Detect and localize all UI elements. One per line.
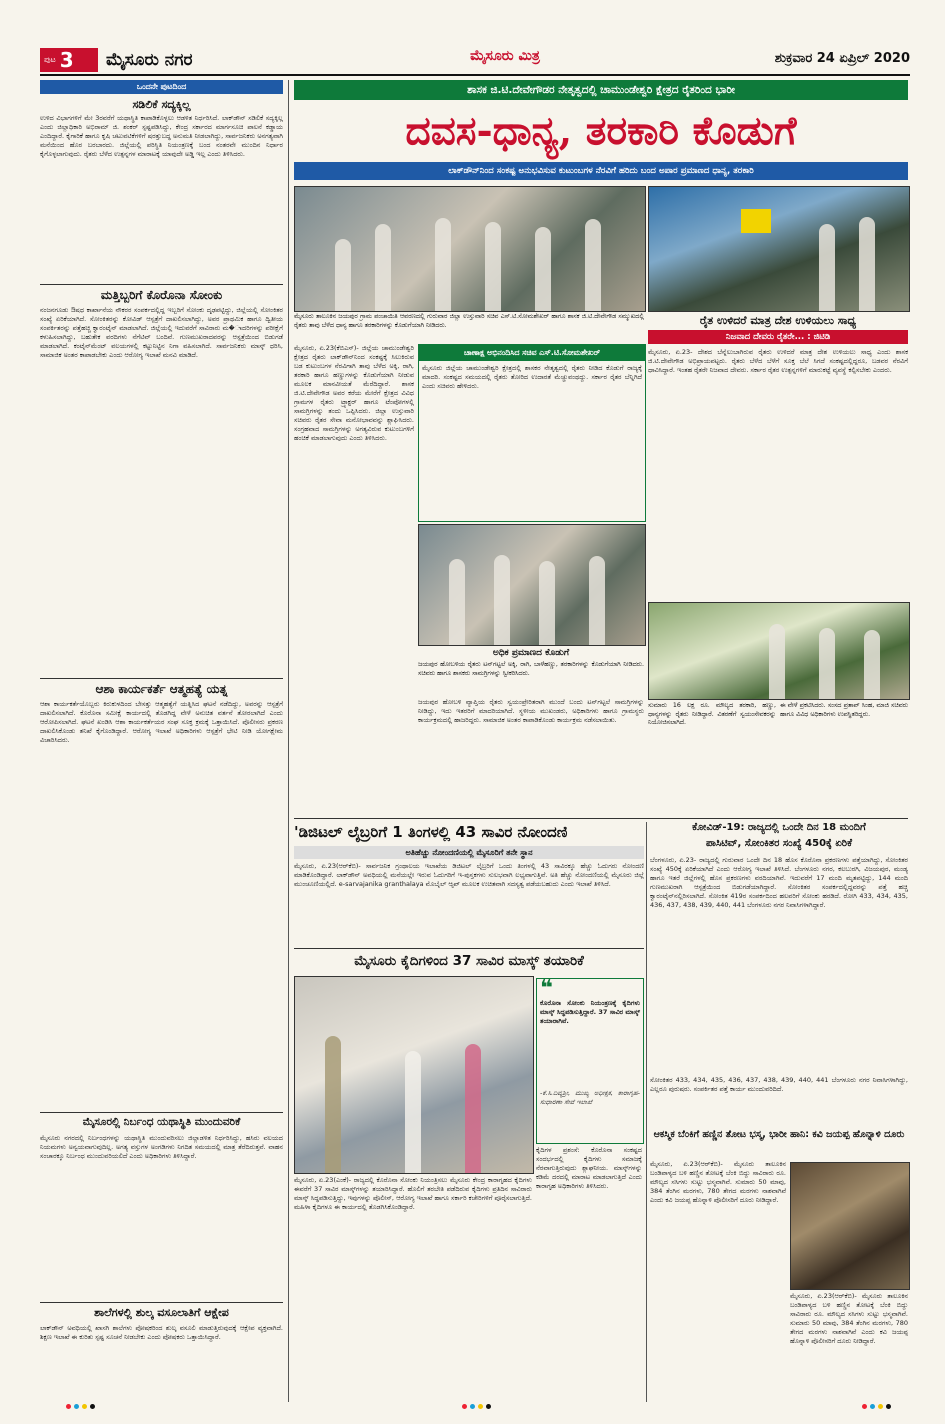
photo-figure xyxy=(449,559,465,645)
vegetable-caption: ಸುಮಾರು 16 ಲಕ್ಷ ರೂ. ಮೌಲ್ಯದ ತರಕಾರಿ, ಹಣ್ಣು, ಧಾನ್ಯಗಳನ್ನು ರೈತರು ನೀಡಿದ್ದಾರೆ. ವಿತರಣೆಗೆ ಸ್ವಯಂಸೇವಕರನ್ನು ನಿಯೋಜಿಸಲಾಗಿದೆ. xyxy=(648,702,776,726)
covid-body: ಬೆಂಗಳೂರು, ಏ.23- ರಾಜ್ಯದಲ್ಲಿ ಗುರುವಾರ ಒಂದೇ ದಿನ 18 ಹೊಸ ಕೊರೊನಾ ಪ್ರಕರಣಗಳು ಪತ್ತೆಯಾಗಿದ್ದು, ಸೋಂಕಿತರ ಸಂಖ್ಯೆ 450ಕ್ಕೆ ಏರಿಕೆಯಾಗಿದೆ ಎಂದು ಆರೋಗ್ಯ ಇಲಾಖೆ ತಿಳಿಸಿದೆ. ಬೆಂಗಳೂರು ನಗರ, ಕಲಬುರಗಿ, ವಿಜಯಪುರ, ಮಂಡ್ಯ ಹಾಗೂ ಇತರೆ ಜಿಲ್ಲೆಗಳಲ್ಲಿ ಹೊಸ ಪ್ರಕರಣಗಳು ವರದಿಯಾಗಿವೆ. ಇದುವರೆಗೆ 17 ಮಂದಿ ಮೃತಪಟ್ಟಿದ್ದು, 144 ಮಂದಿ ಗುಣಮುಖರಾಗಿ ಆಸ್ಪತ್ರೆಯಿಂದ ಬಿಡುಗಡೆಯಾಗಿದ್ದಾರೆ. ಸೋಂಕಿತರ ಸಂಪರ್ಕದಲ್ಲಿದ್ದವರನ್ನು ಪತ್ತೆ ಹಚ್ಚಿ ಕ್ವಾರಂಟೈನ್‌ನಲ್ಲಿರಿಸಲಾಗಿದೆ. ಸೋಂಕಿತ 419ರ ಸಂಪರ್ಕದಿಂದ ಹಲವರಿಗೆ ಸೋಂಕು ಹರಡಿದೆ. ರೋಗಿ 433, 434, 435, 436, 437, 438, 439, 440, 441 ಬೆಂಗಳೂರು ನಗರ ನಿವಾಸಿಗಳಾಗಿದ್ದಾರೆ. xyxy=(650,856,908,909)
truck-sign xyxy=(741,209,771,233)
digital-headline: 'ಡಿಜಿಟಲ್ ಲೈಬ್ರರಿಗೆ 1 ತಿಂಗಳಲ್ಲಿ 43 ಸಾವಿರ ನೋಂದಣಿ xyxy=(294,823,568,841)
photo-figure xyxy=(485,222,501,311)
photo-figure xyxy=(375,224,391,311)
color-dot xyxy=(870,1404,875,1409)
photo-figure xyxy=(465,1044,481,1173)
photo-figure xyxy=(335,239,351,311)
color-dot xyxy=(90,1404,95,1409)
fire-body: ಮೈಸೂರು, ಏ.23(ಆರ್‌ಕೆಬಿ)- ಮೈಸೂರು ತಾಲೂಕಿನ ಬಂಡಿಪಾಳ್ಯದ ಬಳಿ ಹಣ್ಣಿನ ತೋಟಕ್ಕೆ ಬೆಂಕಿ ಬಿದ್ದು ಸಾವಿರಾರು ರೂ. ಮೌಲ್ಯದ ಸಸಿಗಳು ಸುಟ್ಟು ಭಸ್ಮವಾಗಿವೆ. ಸುಮಾರು 50 ಮಾವು, 384 ತೆಂಗಿನ ಮರಗಳು, 780 ತೇಗದ ಮರಗಳು ನಾಶವಾಗಿವೆ ಎಂದು ಕವಿ ಜಯಪ್ಪ ಹೊನ್ನಾಳಿ ಪೊಲೀಸರಿಗೆ ದೂರು ನೀಡಿದ್ದಾರೆ. xyxy=(650,1160,786,1204)
lead-kicker: ಶಾಸಕ ಜಿ.ಟಿ.ದೇವೇಗೌಡರ ನೇತೃತ್ವದಲ್ಲಿ ಚಾಮುಂಡೇಶ್ವರಿ ಕ್ಷೇತ್ರದ ರೈತರಿಂದ ಭಾರೀ xyxy=(294,80,908,100)
photo-figure xyxy=(325,1036,341,1173)
quote-box-body: ಮೈಸೂರು ಜಿಲ್ಲೆಯ ಚಾಮುಂಡೇಶ್ವರಿ ಕ್ಷೇತ್ರದಲ್ಲಿ ಶಾಸಕರ ನೇತೃತ್ವದಲ್ಲಿ ರೈತರು ನೀಡಿದ ಕೊಡುಗೆ ರಾಜ್ಯಕ್ಕೆ ಮಾದರಿ. ಸಂಕಷ್ಟದ ಸಮಯದಲ್ಲಿ ರೈತರು ತೋರಿದ ಉದಾರತೆ ಮೆಚ್ಚುವಂಥದ್ದು. ಸರ್ಕಾರ ರೈತರ ಬೆನ್ನಿಗಿದೆ ಎಂದು ಸಚಿವರು ಹೇಳಿದರು. xyxy=(422,364,642,390)
color-dot xyxy=(478,1404,483,1409)
color-dot xyxy=(74,1404,79,1409)
covid-headline-1: ಕೋವಿಡ್-19: ರಾಜ್ಯದಲ್ಲಿ ಒಂದೇ ದಿನ 18 ಮಂದಿಗೆ xyxy=(692,822,866,833)
lead-body-3: ಜಯಪುರ ಹೋಬಳಿ ವ್ಯಾಪ್ತಿಯ ರೈತರು ಸ್ವಯಂಪ್ರೇರಿತರಾಗಿ ಮುಂದೆ ಬಂದು ಟನ್‌ಗಟ್ಟಲೆ ಸಾಮಗ್ರಿಗಳನ್ನು ನೀಡಿದ್ದು, ಇದು ಇತರರಿಗೆ ಮಾದರಿಯಾಗಿದೆ. ಸ್ಥಳೀಯ ಮುಖಂಡರು, ಅಧಿಕಾರಿಗಳು ಹಾಗೂ ಗ್ರಾಮಸ್ಥರು ಕಾರ್ಯಕ್ರಮದಲ್ಲಿ ಹಾಜರಿದ್ದರು. ಸಾಮಾಜಿಕ ಅಂತರ ಕಾಪಾಡಿಕೊಂಡು ಕಾರ್ಯಕ್ರಮ ನಡೆಸಲಾಯಿತು. xyxy=(418,698,644,724)
photo-figure xyxy=(769,624,785,699)
page-number-badge xyxy=(40,48,98,72)
side-headline: ರೈತ ಉಳಿದರೆ ಮಾತ್ರ ದೇಶ ಉಳಿಯಲು ಸಾಧ್ಯ xyxy=(699,314,857,327)
lead-photo xyxy=(294,186,646,312)
photo-figure xyxy=(494,555,510,645)
divider xyxy=(40,678,283,679)
mid-photo-headline: ಅಧಿಕ ಪ್ರಮಾಣದ ಕೊಡುಗೆ xyxy=(492,648,570,658)
digital-body: ಮೈಸೂರು, ಏ.23(ಆರ್‌ಕೆಬಿ)- ಸಾರ್ವಜನಿಕ ಗ್ರಂಥಾಲಯ ಇಲಾಖೆಯ ಡಿಜಿಟಲ್ ಲೈಬ್ರರಿಗೆ ಒಂದು ತಿಂಗಳಲ್ಲಿ 43 ಸಾವಿರಕ್ಕೂ ಹೆಚ್ಚು ಓದುಗರು ನೋಂದಣಿ ಮಾಡಿಕೊಂಡಿದ್ದಾರೆ. ಲಾಕ್‌ಡೌನ್ ಅವಧಿಯಲ್ಲಿ ಮನೆಯಲ್ಲೇ ಇರುವ ಓದುಗರಿಗೆ ಇ-ಪುಸ್ತಕಗಳು ಸುಲಭವಾಗಿ ಲಭ್ಯವಾಗುತ್ತಿವೆ. ಅತಿ ಹೆಚ್ಚು ನೋಂದಣಿಯಲ್ಲಿ ಮೈಸೂರು ಜಿಲ್ಲೆ ಮುಂಚೂಣಿಯಲ್ಲಿದೆ. e-sarvajanika granthalaya ಮೊಬೈಲ್ ಆ್ಯಪ್ ಮೂಲಕ ಉಚಿತವಾಗಿ ಸದಸ್ಯತ್ವ ಪಡೆಯಬಹುದು ಎಂದು ಇಲಾಖೆ ತಿಳಿಸಿದೆ. xyxy=(294,862,644,888)
left-story-4-title: ಮೈಸೂರಲ್ಲಿ ನಿರ್ಬಂಧ ಯಥಾಸ್ಥಿತಿ ಮುಂದುವರಿಕೆ xyxy=(82,1116,241,1128)
minister-quote-box xyxy=(418,344,646,522)
lead-subhead: ಲಾಕ್‌ಡೌನ್‌ನಿಂದ ಸಂಕಷ್ಟ ಅನುಭವಿಸುವ ಕುಟುಂಬಗಳ ನೆರವಿಗೆ ಹರಿದು ಬಂದ ಅಪಾರ ಪ್ರಮಾಣದ ಧಾನ್ಯ, ತರಕಾರಿ xyxy=(294,162,908,180)
page-number: 3 xyxy=(59,48,74,72)
left-story-3-body: ಆಶಾ ಕಾರ್ಯಕರ್ತೆಯೊಬ್ಬರು ಕಿರುಕುಳದಿಂದ ಬೇಸತ್ತು ಆತ್ಮಹತ್ಯೆಗೆ ಯತ್ನಿಸಿದ ಘಟನೆ ನಡೆದಿದ್ದು, ಅವರನ್ನು ಆಸ್ಪತ್ರೆಗೆ ದಾಖಲಿಸಲಾಗಿದೆ. ಕೊರೊನಾ ಸಮೀಕ್ಷೆ ಕಾರ್ಯದಲ್ಲಿ ತೊಡಗಿದ್ದ ವೇಳೆ ಅನುಚಿತ ವರ್ತನೆ ತೋರಲಾಗಿದೆ ಎಂದು ಆರೋಪಿಸಲಾಗಿದೆ. ಘಟನೆ ಖಂಡಿಸಿ ಆಶಾ ಕಾರ್ಯಕರ್ತೆಯರ ಸಂಘ ಸೂಕ್ತ ಕ್ರಮಕ್ಕೆ ಒತ್ತಾಯಿಸಿದೆ. ಪೊಲೀಸರು ಪ್ರಕರಣ ದಾಖಲಿಸಿಕೊಂಡು ತನಿಖೆ ಕೈಗೊಂಡಿದ್ದಾರೆ. ಆರೋಗ್ಯ ಇಲಾಖೆ ಅಧಿಕಾರಿಗಳು ಆಸ್ಪತ್ರೆಗೆ ಭೇಟಿ ನೀಡಿ ಯೋಗಕ್ಷೇಮ ವಿಚಾರಿಸಿದರು. xyxy=(40,700,283,744)
mask-headline: ಮೈಸೂರು ಕೈದಿಗಳಿಂದ 37 ಸಾವಿರ ಮಾಸ್ಕ್ ತಯಾರಿಕೆ xyxy=(354,953,584,969)
left-story-5-body: ಲಾಕ್‌ಡೌನ್ ಅವಧಿಯಲ್ಲಿ ಖಾಸಗಿ ಶಾಲೆಗಳು ಪೋಷಕರಿಂದ ಶುಲ್ಕ ವಸೂಲಿ ಮಾಡುತ್ತಿರುವುದಕ್ಕೆ ಆಕ್ಷೇಪ ವ್ಯಕ್ತವಾಗಿದೆ. ಶಿಕ್ಷಣ ಇಲಾಖೆ ಈ ಕುರಿತು ಸ್ಪಷ್ಟ ಸೂಚನೆ ನೀಡಬೇಕು ಎಂದು ಪೋಷಕರು ಒತ್ತಾಯಿಸಿದ್ದಾರೆ. xyxy=(40,1324,283,1341)
lead-headline: ದವಸ-ಧಾನ್ಯ, ತರಕಾರಿ ಕೊಡುಗೆ xyxy=(405,108,797,154)
color-dot xyxy=(470,1404,475,1409)
photo-figure xyxy=(535,227,551,311)
color-dot xyxy=(862,1404,867,1409)
color-dot xyxy=(66,1404,71,1409)
photo-figure xyxy=(864,630,880,699)
vegetable-photo xyxy=(648,602,910,700)
photo-figure xyxy=(819,224,835,311)
mask-body-right: ಕೈದಿಗಳ ಪ್ರಶಂಸೆ: ಕೊರೊನಾ ಸಂಕಷ್ಟದ ಸಂದರ್ಭದಲ್ಲಿ ಕೈದಿಗಳು ಸಮಾಜಕ್ಕೆ ನೆರವಾಗುತ್ತಿರುವುದು ಶ್ಲಾಘನೀಯ. ಮಾಸ್ಕ್‌ಗಳನ್ನು ಕಡಿಮೆ ದರದಲ್ಲಿ ಮಾರಾಟ ಮಾಡಲಾಗುತ್ತಿದೆ ಎಂದು ಕಾರಾಗೃಹ ಅಧಿಕಾರಿಗಳು ತಿಳಿಸಿದರು. xyxy=(536,1146,642,1190)
photo-figure xyxy=(405,1051,421,1173)
fire-photo xyxy=(790,1162,910,1290)
quote-box-title: ಚಾಣಾಕ್ಷ ಅಭಿನಂದಿಸಿದ ಸಚಿವ ಎಸ್.ಟಿ.ಸೋಮಶೇಖರ್ xyxy=(419,345,645,361)
side-tag: ನಿಜವಾದ ದೇವರು ರೈತರೇ... : ಜಿಟಿಡಿ xyxy=(648,330,908,344)
page-label: ಪುಟ xyxy=(44,55,56,64)
lead-photo-caption: ಮೈಸೂರು ತಾಲೂಕಿನ ಜಯಪುರ ಗ್ರಾಮ ಪಂಚಾಯಿತಿ ಆವರಣದಲ್ಲಿ ಗುರುವಾರ ಜಿಲ್ಲಾ ಉಸ್ತುವಾರಿ ಸಚಿವ ಎಸ್.ಟಿ.ಸೋಮಶೇಖರ್ ಹಾಗೂ ಶಾಸಕ ಜಿ.ಟಿ.ದೇವೇಗೌಡ ಸಮ್ಮುಖದಲ್ಲಿ ರೈತರು ತಾವು ಬೆಳೆದ ಧಾನ್ಯ ಹಾಗೂ ತರಕಾರಿಗಳನ್ನು ಕೊಡುಗೆಯಾಗಿ ನೀಡಿದರು. xyxy=(294,313,644,329)
covid-headline-2: ಪಾಸಿಟಿವ್, ಸೋಂಕಿತರ ಸಂಖ್ಯೆ 450ಕ್ಕೆ ಏರಿಕೆ xyxy=(706,838,852,849)
section-title: ಮೈಸೂರು ನಗರ xyxy=(106,50,193,70)
mask-quote-title: ಕೊರೊನಾ ಸೋಂಕು ನಿಯಂತ್ರಣಕ್ಕೆ ಕೈದಿಗಳು ಮಾಸ್ಕ್ ಸಿದ್ಧಪಡಿಸುತ್ತಿದ್ದಾರೆ. 37 ಸಾವಿರ ಮಾಸ್ಕ್ ತಯಾರಾಗಿವೆ. xyxy=(540,999,640,1025)
left-story-5-title: ಶಾಲೆಗಳಲ್ಲಿ ಶುಲ್ಕ ವಸೂಲಾತಿಗೆ ಆಕ್ಷೇಪ xyxy=(94,1306,229,1319)
digital-subhead: ಅತಿಹೆಚ್ಚು ನೋಂದಣಿಯಲ್ಲಿ ಮೈಸೂರಿಗೆ ತನೇ ಸ್ಥಾನ xyxy=(294,846,644,859)
color-dot xyxy=(486,1404,491,1409)
mask-photo xyxy=(294,976,534,1174)
side-body: ಮೈಸೂರು, ಏ.23- ದೇಶದ ಬೆನ್ನೆಲುಬಾಗಿರುವ ರೈತರು ಉಳಿದರೆ ಮಾತ್ರ ದೇಶ ಉಳಿಯಲು ಸಾಧ್ಯ ಎಂದು ಶಾಸಕ ಜಿ.ಟಿ.ದೇವೇಗೌಡ ಅಭಿಪ್ರಾಯಪಟ್ಟರು. ರೈತರು ಬೆಳೆದ ಬೆಳೆಗೆ ಸೂಕ್ತ ಬೆಲೆ ಸಿಗದೆ ಸಂಕಷ್ಟದಲ್ಲಿದ್ದರೂ, ಬಡವರ ನೆರವಿಗೆ ಧಾವಿಸಿದ್ದಾರೆ. ಇಂತಹ ರೈತರೇ ನಿಜವಾದ ದೇವರು. ಸರ್ಕಾರ ರೈತರ ಉತ್ಪನ್ನಗಳಿಗೆ ಮಾರುಕಟ್ಟೆ ವ್ಯವಸ್ಥೆ ಕಲ್ಪಿಸಬೇಕು ಎಂದರು. xyxy=(648,348,908,374)
column-rule xyxy=(646,822,647,1402)
donation-photo xyxy=(418,524,646,646)
registration-marks xyxy=(66,1404,95,1409)
color-dot xyxy=(878,1404,883,1409)
covid-body-2: ಸೋಂಕಿತರ 433, 434, 435, 436, 437, 438, 439, 440, 441 ಬೆಂಗಳೂರು ನಗರ ನಿವಾಸಿಗಳಾಗಿದ್ದು, ಎಲ್ಲರೂ ಪುರುಷರು. ಸಂಪರ್ಕಿತರ ಪತ್ತೆ ಕಾರ್ಯ ಮುಂದುವರಿದಿದೆ. xyxy=(650,1076,908,1093)
divider xyxy=(294,818,908,819)
fire-headline: ಆಕಸ್ಮಿಕ ಬೆಂಕಿಗೆ ಹಣ್ಣಿನ ತೋಟ ಭಸ್ಮ, ಭಾರೀ ಹಾನಿ: ಕವಿ ಜಯಪ್ಪ ಹೊನ್ನಾಳಿ ದೂರು xyxy=(653,1129,905,1140)
left-story-4-body: ಮೈಸೂರು ನಗರದಲ್ಲಿ ನಿರ್ಬಂಧಗಳನ್ನು ಯಥಾಸ್ಥಿತಿ ಮುಂದುವರಿಸಲು ಜಿಲ್ಲಾಡಳಿತ ನಿರ್ಧರಿಸಿದ್ದು, ಹಸಿರು ವಲಯದ ನಿಯಮಗಳು ಅನ್ವಯವಾಗುವುದಿಲ್ಲ. ಅಗತ್ಯ ವಸ್ತುಗಳ ಅಂಗಡಿಗಳು ನಿಗದಿತ ಸಮಯದಲ್ಲಿ ಮಾತ್ರ ತೆರೆದಿರುತ್ತವೆ. ವಾಹನ ಸಂಚಾರಕ್ಕೂ ನಿರ್ಬಂಧ ಮುಂದುವರಿಯಲಿದೆ ಎಂದು ಅಧಿಕಾರಿಗಳು ತಿಳಿಸಿದ್ದಾರೆ. xyxy=(40,1134,283,1160)
divider xyxy=(40,1112,283,1113)
color-dot xyxy=(82,1404,87,1409)
left-story-2-body: ನಂಜನಗೂಡು ಔಷಧ ಕಾರ್ಖಾನೆಯ ನೌಕರರ ಸಂಪರ್ಕದಲ್ಲಿದ್ದ ಇಬ್ಬರಿಗೆ ಸೋಂಕು ದೃಢಪಟ್ಟಿದ್ದು, ಜಿಲ್ಲೆಯಲ್ಲಿ ಸೋಂಕಿತರ ಸಂಖ್ಯೆ ಏರಿಕೆಯಾಗಿದೆ. ಸೋಂಕಿತರನ್ನು ಕೋವಿಡ್ ಆಸ್ಪತ್ರೆಗೆ ದಾಖಲಿಸಲಾಗಿದ್ದು, ಅವರ ಪ್ರಾಥಮಿಕ ಹಾಗೂ ದ್ವಿತೀಯ ಸಂಪರ್ಕಿತರನ್ನು ಪತ್ತೆಹಚ್ಚಿ ಕ್ವಾರಂಟೈನ್ ಮಾಡಲಾಗಿದೆ. ಜಿಲ್ಲೆಯಲ್ಲಿ ಇದುವರೆಗೆ ಸಾವಿರಾರು ಮ�ಾದರಿಗಳನ್ನು ಪರೀಕ್ಷೆಗೆ ಕಳುಹಿಸಲಾಗಿದ್ದು, ಬಹುತೇಕ ವರದಿಗಳು ನೆಗೆಟಿವ್ ಬಂದಿವೆ. ಗುಣಮುಖರಾದವರನ್ನು ಆಸ್ಪತ್ರೆಯಿಂದ ಬಿಡುಗಡೆ ಮಾಡಲಾಗಿದೆ. ಕಂಟೈನ್‌ಮೆಂಟ್ ವಲಯಗಳಲ್ಲಿ ಕಟ್ಟುನಿಟ್ಟಿನ ನಿಗಾ ವಹಿಸಲಾಗಿದೆ. ಸಾರ್ವಜನಿಕರು ಮಾಸ್ಕ್ ಧರಿಸಿ, ಸಾಮಾಜಿಕ ಅಂತರ ಕಾಪಾಡಬೇಕು ಎಂದು ಆರೋಗ್ಯ ಇಲಾಖೆ ಮನವಿ ಮಾಡಿದೆ. xyxy=(40,306,283,359)
color-dot xyxy=(462,1404,467,1409)
lead-body-1: ಮೈಸೂರು, ಏ.23(ಕೆಬಿಎಸ್)- ಜಿಲ್ಲೆಯ ಚಾಮುಂಡೇಶ್ವರಿ ಕ್ಷೇತ್ರದ ರೈತರು ಲಾಕ್‌ಡೌನ್‌ನಿಂದ ಸಂಕಷ್ಟಕ್ಕೆ ಸಿಲುಕಿರುವ ಬಡ ಕುಟುಂಬಗಳ ನೆರವಿಗಾಗಿ ತಾವು ಬೆಳೆದ ಅಕ್ಕಿ, ರಾಗಿ, ತರಕಾರಿ ಹಾಗೂ ಹಣ್ಣುಗಳನ್ನು ಕೊಡುಗೆಯಾಗಿ ನೀಡುವ ಮೂಲಕ ಮಾನವೀಯತೆ ಮೆರೆದಿದ್ದಾರೆ. ಶಾಸಕ ಜಿ.ಟಿ.ದೇವೇಗೌಡ ಅವರ ಕರೆಯ ಮೇರೆಗೆ ಕ್ಷೇತ್ರದ ವಿವಿಧ ಗ್ರಾಮಗಳ ರೈತರು ಟ್ರ್ಯಾಕ್ಟರ್ ಹಾಗೂ ಟೆಂಪೋಗಳಲ್ಲಿ ಸಾಮಗ್ರಿಗಳನ್ನು ತಂದು ಒಪ್ಪಿಸಿದರು. ಜಿಲ್ಲಾ ಉಸ್ತುವಾರಿ ಸಚಿವರು ರೈತರ ಸೇವಾ ಮನೋಭಾವವನ್ನು ಶ್ಲಾಘಿಸಿದರು. ಸಂಗ್ರಹವಾದ ಸಾಮಗ್ರಿಗಳನ್ನು ಅಗತ್ಯವಿರುವ ಕುಟುಂಬಗಳಿಗೆ ಹಂಚಿಕೆ ಮಾಡಲಾಗುವುದು ಎಂದು ತಿಳಿಸಿದರು. xyxy=(294,344,414,442)
column-rule xyxy=(288,80,289,1402)
quote-mark-icon: ❝ xyxy=(540,976,553,1001)
color-dot xyxy=(886,1404,891,1409)
registration-marks xyxy=(862,1404,891,1409)
truck-photo xyxy=(648,186,910,312)
divider xyxy=(40,1302,283,1303)
divider xyxy=(294,948,644,949)
header-bar xyxy=(40,44,910,76)
left-story-1-body: ಉಳಿದ ವಿಭಾಗಗಳಿಗೆ ಮೇ 3ರವರೆಗೆ ಯಥಾಸ್ಥಿತಿ ಕಾಪಾಡಿಕೊಳ್ಳಲು ಆಡಳಿತ ನಿರ್ಧರಿಸಿದೆ. ಲಾಕ್‌ಡೌನ್ ಸಡಿಲಿಕೆ ಸದ್ಯಕ್ಕಿಲ್ಲ ಎಂದು ಜಿಲ್ಲಾಧಿಕಾರಿ ಅಭಿರಾಮ್ ಜಿ. ಶಂಕರ್ ಸ್ಪಷ್ಟಪಡಿಸಿದ್ದು, ಕೇಂದ್ರ ಸರ್ಕಾರದ ಮಾರ್ಗಸೂಚಿ ಪಾಲನೆ ಕಡ್ಡಾಯ ಎಂದಿದ್ದಾರೆ. ಕೈಗಾರಿಕೆ ಹಾಗೂ ಕೃಷಿ ಚಟುವಟಿಕೆಗಳಿಗೆ ಷರತ್ತುಬದ್ಧ ಅನುಮತಿ ನೀಡಲಾಗಿದ್ದು, ಸಾರ್ವಜನಿಕರು ಅನಗತ್ಯವಾಗಿ ಮನೆಯಿಂದ ಹೊರ ಬರಬಾರದು. ಜಿಲ್ಲೆಯಲ್ಲಿ ಪರಿಸ್ಥಿತಿ ನಿಯಂತ್ರಣಕ್ಕೆ ಬಂದ ನಂತರವೇ ಮುಂದಿನ ನಿರ್ಧಾರ ಕೈಗೊಳ್ಳಲಾಗುವುದು. ರೈತರು ಬೆಳೆದ ಉತ್ಪನ್ನಗಳ ಮಾರಾಟಕ್ಕೆ ಯಾವುದೇ ಅಡ್ಡಿ ಇಲ್ಲ ಎಂದು ತಿಳಿಸಿದರು. xyxy=(40,114,283,158)
mask-quote-author: -ಕೆ.ಸಿ.ದಿವ್ಯಶ್ರೀ, ಮುಖ್ಯ ಅಧೀಕ್ಷಕ, ಕಾರಾಗೃಹ-ಸುಧಾರಣಾ ಸೇವೆ ಇಲಾಖೆ xyxy=(540,1089,640,1106)
mask-body: ಮೈಸೂರು, ಏ.23(ಎಂಕೆ)- ರಾಜ್ಯದಲ್ಲಿ ಕೊರೊನಾ ಸೋಂಕು ನಿಯಂತ್ರಿಸಲು ಮೈಸೂರು ಕೇಂದ್ರ ಕಾರಾಗೃಹದ ಕೈದಿಗಳು ಈವರೆಗೆ 37 ಸಾವಿರ ಮಾಸ್ಕ್‌ಗಳನ್ನು ತಯಾರಿಸಿದ್ದಾರೆ. ಹೊಲಿಗೆ ತರಬೇತಿ ಪಡೆದಿರುವ ಕೈದಿಗಳು ಪ್ರತಿದಿನ ಸಾವಿರಾರು ಮಾಸ್ಕ್ ಸಿದ್ಧಪಡಿಸುತ್ತಿದ್ದು, ಇವುಗಳನ್ನು ಪೊಲೀಸ್, ಆರೋಗ್ಯ ಇಲಾಖೆ ಹಾಗೂ ಸರ್ಕಾರಿ ಕಚೇರಿಗಳಿಗೆ ಪೂರೈಸಲಾಗುತ್ತಿದೆ. ಮಹಿಳಾ ಕೈದಿಗಳೂ ಈ ಕಾರ್ಯದಲ್ಲಿ ತೊಡಗಿಸಿಕೊಂಡಿದ್ದಾರೆ. xyxy=(294,1176,532,1211)
registration-marks xyxy=(462,1404,491,1409)
issue-date: ಶುಕ್ರವಾರ 24 ಏಪ್ರಿಲ್ 2020 xyxy=(774,51,910,66)
left-story-3-title: ಆಶಾ ಕಾರ್ಯಕರ್ತೆ ಆತ್ಮಹತ್ಯೆ ಯತ್ನ xyxy=(95,682,228,696)
mid-photo-caption: ಜಯಪುರ ಹೋಬಳಿಯ ರೈತರು ಟನ್‌ಗಟ್ಟಲೆ ಅಕ್ಕಿ, ರಾಗಿ, ಬಾಳೆಹಣ್ಣು, ತರಕಾರಿಗಳನ್ನು ಕೊಡುಗೆಯಾಗಿ ನೀಡಿದರು. ಸಚಿವರು ಹಾಗೂ ಶಾಸಕರು ಸಾಮಗ್ರಿಗಳನ್ನು ಸ್ವೀಕರಿಸಿದರು. xyxy=(418,661,644,677)
photo-figure xyxy=(859,217,875,311)
left-story-2-title: ಮತ್ತಿಬ್ಬರಿಗೆ ಕೊರೊನಾ ಸೋಂಕು xyxy=(100,288,223,302)
vegetable-caption-right: ಈ ವೇಳೆ ಪ್ರಕಟಿಸಿದರು. ಸಂಸದ ಪ್ರತಾಪ್ ಸಿಂಹ, ಮಾಜಿ ಸಚಿವರು ಹಾಗೂ ವಿವಿಧ ಅಧಿಕಾರಿಗಳು ಉಪಸ್ಥಿತರಿದ್ದರು. xyxy=(780,702,908,718)
continued-tag: ಒಂದನೇ ಪುಟದಿಂದ xyxy=(40,80,283,94)
photo-figure xyxy=(589,556,605,645)
fire-body-cont: ಮೈಸೂರು, ಏ.23(ಆರ್‌ಕೆಬಿ)- ಮೈಸೂರು ತಾಲೂಕಿನ ಬಂಡಿಪಾಳ್ಯದ ಬಳಿ ಹಣ್ಣಿನ ತೋಟಕ್ಕೆ ಬೆಂಕಿ ಬಿದ್ದು ಸಾವಿರಾರು ರೂ. ಮೌಲ್ಯದ ಸಸಿಗಳು ಸುಟ್ಟು ಭಸ್ಮವಾಗಿವೆ. ಸುಮಾರು 50 ಮಾವು, 384 ತೆಂಗಿನ ಮರಗಳು, 780 ತೇಗದ ಮರಗಳು ನಾಶವಾಗಿವೆ ಎಂದು ಕವಿ ಜಯಪ್ಪ ಹೊನ್ನಾಳಿ ಪೊಲೀಸರಿಗೆ ದೂರು ನೀಡಿದ್ದಾರೆ. xyxy=(790,1292,908,1345)
mask-quote-box xyxy=(536,978,644,1144)
photo-figure xyxy=(819,628,835,699)
masthead: ಮೈಸೂರು ಮಿತ್ರ xyxy=(470,48,540,64)
photo-figure xyxy=(585,219,601,311)
divider xyxy=(40,284,283,285)
photo-figure xyxy=(539,561,555,645)
photo-figure xyxy=(435,218,451,311)
left-story-1-title: ಸಡಿಲಿಕೆ ಸದ್ಯಕ್ಕಿಲ್ಲ xyxy=(132,98,191,111)
